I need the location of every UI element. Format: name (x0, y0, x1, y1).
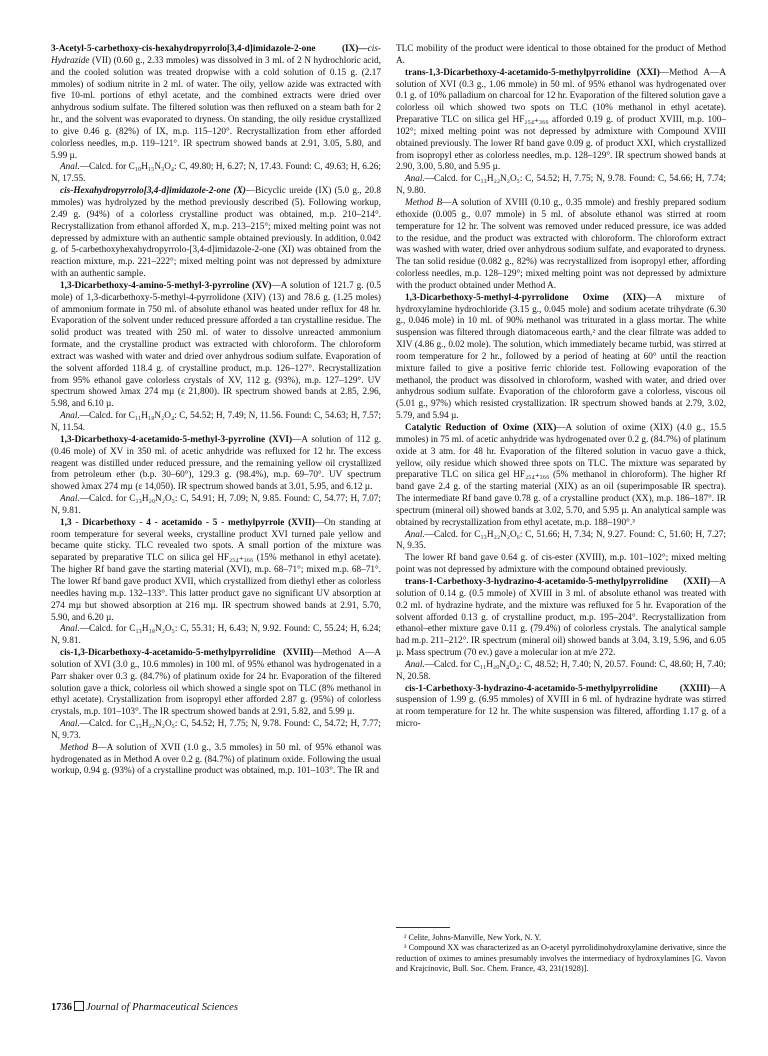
paragraph-body: —Calcd. for C₁₃H₁₈N₂O₅: C, 55.31; H, 6.43; N, 9.92. Found: C, 55.24; H, 6.24; N, 9.81. (51, 624, 381, 647)
paragraph (396, 44, 726, 68)
paragraph-body: —A solution of oxime (XIX) (4.0 g., 15.5 mmoles) in 75 ml. of acetic anhydride was hydrogenated over 0.2 g. (84.7%) of platinum oxide at 3 atm. for 48 hr. Evaporation of the filtered solution in vacuo gave a thick, yellow, oily residue which showed three spots on TLC. The mixture was separated by preparative TLC on silica gel HF₂₅₄₊₃₆₆ (5% methanol in chloroform). The higher Rf band gave 2.4 g. of the starting material (XIX) as an oil (superimposable IR spectra). The intermediate Rf band gave 0.78 g. of a crystalline product (XX), m.p. 186–187°. IR spectrum (mineral oil) showed bands at 3.02, 5.70, and 5.95 µ. An analytical sample was obtained by recrystallization from ethyl acetate, m.p. 188–190°.³ (396, 423, 726, 528)
left-column (51, 44, 381, 778)
paragraph (396, 553, 726, 577)
run-in-lead: Anal. (405, 529, 425, 540)
run-in-lead: Method B (60, 742, 98, 753)
paragraph-body: —Calcd. for C₁₃H₂₂N₂O₆: C, 51.66; H, 7.34; N, 9.27. Found: C, 51.60; H, 7.27; N, 9.35. (396, 529, 726, 552)
paragraph-body: TLC mobility of the product were identical to those obtained for the product of Method A. (396, 44, 726, 66)
paragraph-body: —Bicyclic ureide (IX) (5.0 g., 20.8 mmoles) was hydrolyzed by the method previously described (5). Following workup, 2.49 g. (94%) of a colorless crystalline product was obtained, m.p. 210–214°. Recrystallization from ethanol afforded X, m.p. 213–215°; mixed melting point was not depressed by admixture with an authentic sample obtained previously. In addition, 0.042 g. of 5-carbethoxyhexahydropyrrolo-[3,4-d]imidazole-2-one (XI) was obtained from the reaction mixture, m.p. 221–222°; mixed melting point was not depressed by admixture with an authentic sample. (51, 186, 381, 280)
paragraph (51, 648, 381, 719)
paragraph-body: —A solution of XVII (1.0 g., 3.5 mmoles) in 50 ml. of 95% ethanol was hydrogenated as in Method A over 0.2 g. (84.7%) of platinum oxide. Following the usual workup, 0.94 g. (93%) of a crystalline product was obtained, m.p. 101–103°. The IR and (51, 742, 381, 777)
paragraph (51, 743, 381, 779)
run-in-lead: Anal. (60, 162, 80, 173)
run-in-lead: cis-Hexahydropyrrolo[3,4-d]imidazole-2-one (X) (60, 186, 246, 197)
run-in-lead: Anal. (60, 719, 80, 730)
compound-heading: 1,3-Dicarbethoxy-4-acetamido-5-methyl-3-pyrroline (XVI) (60, 434, 293, 445)
paragraph (51, 162, 381, 186)
paragraph (51, 624, 381, 648)
page-number: 1736 (51, 1002, 72, 1013)
paragraph (51, 435, 381, 494)
paragraph (396, 198, 726, 293)
footnotes (396, 933, 726, 974)
paragraph (396, 660, 726, 684)
paragraph-body: —Calcd. for C₁₁H₂₀N₄O₄: C, 48.52; H, 7.40; N, 20.57. Found: C, 48.60; H, 7.40; N, 20.58. (396, 659, 726, 682)
paragraph (51, 719, 381, 743)
run-in-lead: Anal. (60, 624, 80, 635)
paragraph-body: —Calcd. for C₁₃H₂₀N₂O₅: C, 54.91; H, 7.09; N, 9.85. Found: C, 54.77; H, 7.07; N, 9.81. (51, 494, 381, 516)
run-in-lead: Anal. (60, 494, 80, 505)
paragraph-body: —A mixture of hydroxylamine hydrochloride (3.15 g., 0.045 mole) and sodium acetate trihydrate (6.30 g., 0.046 mole) in 10 ml. of 90% methanol was triturated in a glass mortar. The white suspension was filtered through diatomaceous earth,² and the clear filtrate was added to XIV (4.86 g., 0.02 mole). The solution, which immediately became turbid, was stirred at room temperature for 2 hr., followed by a period of heating at 60° until the reaction mixture failed to give a positive ferric chloride test. Following evaporation of the methanol, the product was dissolved in chloroform, washed with water, and dried over anhydrous sodium sulfate. Evaporation of the chloroform gave a colorless, viscous oil (5.01 g., 97%) which resisted crystallization. IR spectrum showed bands at 2.79, 3.02, 5.79, and 5.94 µ. (396, 292, 726, 422)
paragraph (396, 577, 726, 660)
compound-heading: 3-Acetyl-5-carbethoxy-cis-hexahydropyrrolo[3,4-d]imidazole-2-one (IX)— (51, 44, 368, 54)
paragraph-body: —Method A—A solution of XVI (0.3 g., 1.06 mmole) in 50 ml. of 95% ethanol was hydrogenated over 0.1 g. of 10% palladium on charcoal for 12 hr. Evaporation of the filtered solution gave a colorless oil which showed two spots on TLC (10% methanol in ethyl acetate). Preparative TLC on silica gel HF₂₅₄₊₃₆₆ afforded 0.19 g. of product XVIII, m.p. 100–102°; mixed melting point was not depressed by admixture with Compound XVIII obtained previously. The lower Rf band gave 0.09 g. of product XXI, which crystallized from isopropyl ether as colorless needles, m.p. 128–129°. IR spectrum showed bands at 2.90, 3.00, 5.80, and 5.95 µ. (396, 67, 727, 173)
compound-heading: cis-1,3-Dicarbethoxy-4-acetamido-5-methylpyrrolidine (XVIII) (60, 648, 314, 659)
compound-heading: trans-1,3-Dicarbethoxy-4-acetamido-5-methylpyrrolidine (XXI) (405, 67, 660, 78)
run-in-lead: Anal. (60, 411, 80, 422)
paragraph-body: —A solution of 112 g. (0.46 mole) of XV in 350 ml. of acetic anhydride was refluxed for 12 hr. The excess reagent was distilled under reduced pressure, and the remaining yellow oil crystallized from petroleum ether (b.p. 30–60°), 129.3 g. (98.4%), m.p. 69–70°. UV spectrum showed λmax 274 mµ (ε 14,050). IR spectrum showed bands at 3.01, 5.95, and 6.12 µ. (51, 434, 382, 493)
paragraph-body: —Calcd. for C₁₁H₁₈N₂O₄: C, 54.52; H, 7.49; N, 11.56. Found: C, 54.63; H, 7.57; N, 11.54. (51, 411, 381, 433)
footnote: ² Celite, Johns-Manville, New York, N. Y. (404, 933, 542, 942)
compound-heading: 1,3-Dicarbethoxy-4-amino-5-methyl-3-pyrroline (XV) (60, 280, 272, 291)
right-column (396, 44, 726, 731)
footnote: ³ Compound XX was characterized as an O-acetyl pyrrolidinohydroxylamine derivative, since the reduction of oximes to amines presumably involves the intermediacy of hydroxylamines [G. Vavon and Krajcinovic, Bull. Soc. Chem. France, 43, 231(1928)]. (396, 943, 726, 973)
run-in-lead: Anal. (405, 659, 425, 670)
paragraph-body: —Method A—A solution of XVI (3.0 g., 10.6 mmoles) in 100 ml. of 95% ethanol was hydrogenated in a Parr shaker over 0.3 g. (84.7%) of platinum oxide for 24 hr. Evaporation of the filtered solution gave a thick, colorless oil which showed a single spot on TLC (8% methanol in ethyl acetate). Crystallization from isopropyl ether afforded 2.87 g. (95%) of colorless crystals, m.p. 101–103°. The IR spectrum showed bands at 2.91, 5.82, and 5.99 µ. (51, 648, 381, 718)
footnote-rule (396, 927, 450, 928)
paragraph-body: —Calcd. for C₁₃H₂₂N₂O₅: C, 54.52; H, 7.75; N, 9.78. Found: C, 54.66; H, 7.74; N, 9.80. (396, 174, 726, 197)
paragraph (51, 44, 381, 162)
journal-name: Journal of Pharmaceutical Sciences (86, 1002, 238, 1013)
paragraph (396, 530, 726, 554)
run-in-lead: Anal. (405, 174, 425, 185)
paragraph (51, 494, 381, 518)
paragraph-body: (VII) (0.60 g., 2.33 mmoles) was dissolved in 3 ml. of 2 N hydrochloric acid, and the cooled solution was treated dropwise with a cold solution of 0.15 g. (2.17 mmoles) of sodium nitrite in 2 ml. of water. The oily, yellow azide was extracted with five 10-ml. portions of ethyl acetate, and the combined extracts were dried over anhydrous sodium sulfate. The filtered solution was then refluxed on a steam bath for 2 hr., and the solvent was evaporated to dryness. On standing, the oily residue crystallized to give 0.46 g. (82%) of IX, m.p. 115–120°. Recrystallization from ether afforded colorless needles, m.p. 119–121°. IR spectrum showed bands at 2.91, 3.05, 5.80, and 5.99 µ. (51, 55, 381, 161)
paragraph-body: The lower Rf band gave 0.64 g. of cis-ester (XVIII), m.p. 101–102°; mixed melting point was not depressed by admixture with the compound obtained previously. (396, 553, 726, 576)
paragraph (396, 174, 726, 198)
paragraph (396, 423, 726, 530)
paragraph-body: —A solution of XVIII (0.10 g., 0.35 mmole) and freshly prepared sodium ethoxide (0.005 g., 0.07 mmole) in 5 ml. of absolute ethanol was stirred at room temperature for 12 hr. The solvent was removed under reduced pressure, ice was added to the residue, and the product was extracted with chloroform. The chloroform extract was washed with water, dried over anhydrous sodium sulfate, and evaporated to dryness. The tan solid residue (0.082 g., 82%) was recrystallized from isopropyl ether, affording colorless needles, m.p. 128–129°; mixed melting point was not depressed by admixture with the product obtained under Method A. (396, 197, 726, 291)
compound-heading: 1,3 - Dicarbethoxy - 4 - acetamido - 5 - methylpyrrole (XVII) (60, 517, 315, 528)
running-footer (51, 1001, 238, 1013)
paragraph (396, 684, 726, 731)
run-in-lead: cis-Hydrazide (51, 44, 381, 66)
paragraph-body: —Calcd. for C₁₀H₁₅N₃O₄: C, 49.80; H, 6.27; N, 17.43. Found: C, 49.63; H, 6.26; N, 17.55. (51, 162, 381, 185)
compound-heading: cis-1-Carbethoxy-3-hydrazino-4-acetamido-5-methylpyrrolidine (XXIII) (405, 683, 711, 694)
paragraph (51, 411, 381, 435)
paragraph-body: —On standing at room temperature for several weeks, crystalline product XVI turned pale yellow and became quite sticky. TLC revealed two spots. A small portion of the mixture was separated by preparative TLC on silica gel HF₂₅₄₊₃₆₆ (15% methanol in ethyl acetate). The higher Rf band gave the starting material (XVI), m.p. 68–71°; mixed m.p. 68–71°. The lower Rf band gave product XVII, which crystallized from diethyl ether as colorless needles having m.p. 132–133°. This latter product gave no significant UV absorption at 274 mµ but showed absorption at 216 mµ. IR spectrum showed bands at 2.91, 5.70, 5.90, and 6.20 µ. (51, 517, 381, 623)
paragraph-body: —A suspension of 1.99 g. (6.95 mmoles) of XVIII in 6 ml. of hydrazine hydrate was stirred at room temperature for 12 hr. The white suspension was filtered, affording 1.17 g. of a micro- (396, 683, 726, 730)
compound-heading: trans-1-Carbethoxy-3-hydrazino-4-acetamido-5-methylpyrrolidine (XXII) (405, 576, 711, 587)
paragraph (51, 518, 381, 625)
compound-heading: Catalytic Reduction of Oxime (XIX) (405, 423, 557, 433)
paragraph-body: —Calcd. for C₁₃H₂₂N₂O₅: C, 54.52; H, 7.75; N, 9.78. Found: C, 54.72; H, 7.77; N, 9.73. (51, 719, 381, 741)
paragraph (51, 281, 381, 411)
paragraph-body: —A solution of 121.7 g. (0.5 mole) of 1,3-dicarbethoxy-5-methyl-4-pyrrolidone (XIV) (13) and 78.6 g. (1.25 moles) of ammonium formate in 750 ml. of absolute ethanol was heated under reflux for 48 hr. Evaporation of the solvent under reduced pressure afforded a tan crystalline residue. The solid product was treated with 250 ml. of water to dissolve unreacted ammonium formate, and the crystalline product was extracted with chloroform. The chloroform extract was washed with water and dried over anhydrous sodium sulfate. Evaporation of the solvent afforded 118.4 g. of crystalline product, m.p. 126–127°. Recrystallization from 95% ethanol gave colorless crystals of XV, 112 g. (93%), m.p. 127–129°. UV spectrum showed λmax 274 mµ (ε 21,800). IR spectrum showed bands at 2.85, 2.96, 5.98, and 6.10 µ. (51, 280, 382, 410)
paragraph (51, 186, 381, 281)
compound-heading: 1,3-Dicarbethoxy-5-methyl-4-pyrrolidone Oxime (XIX) (405, 292, 646, 303)
paragraph (396, 293, 726, 423)
paragraph (396, 68, 726, 175)
paragraph-body: —A solution of 0.14 g. (0.5 mmole) of XVIII in 3 ml. of absolute ethanol was treated with 0.2 ml. of hydrazine hydrate, and the mixture was refluxed for 5 hr. Evaporation of the solvent afforded 0.13 g. of crystalline product, m.p. 195–204°. Recrystallization from ethanol–ether mixture gave 0.11 g. (79.4%) of colorless crystals. The analytical sample had m.p. 211–212°. IR spectrum (mineral oil) showed bands at 3.04, 3.19, 5.96, and 6.05 µ. Mass spectrum (70 ev.) gave a molecular ion at m/e 272. (396, 576, 726, 659)
run-in-lead: Method B (405, 197, 443, 208)
square-ornament-icon (74, 1001, 84, 1011)
